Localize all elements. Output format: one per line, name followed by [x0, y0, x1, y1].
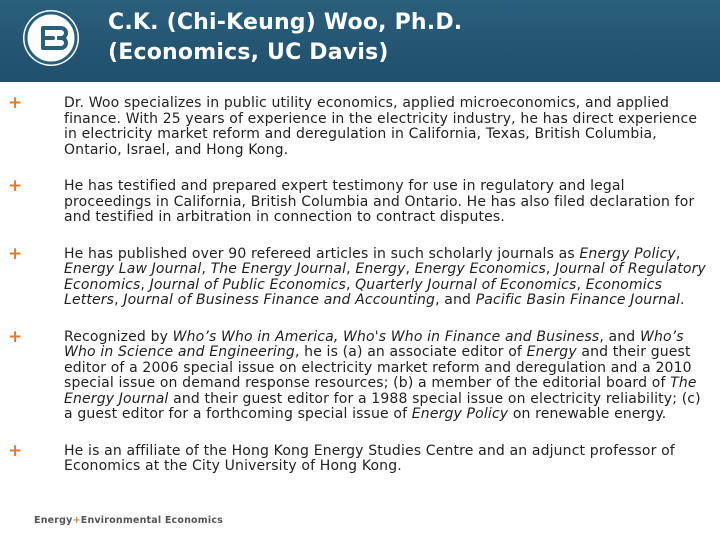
body-text: Recognized by — [64, 328, 173, 345]
plus-bullet-icon: + — [8, 243, 23, 264]
italic-title-text: Journal of Business Finance and Accounting — [123, 292, 436, 308]
italic-title-text: The Energy Journal — [64, 375, 697, 407]
body-text: , and — [599, 328, 640, 345]
title-line-2: (Economics, UC Davis) — [108, 40, 389, 65]
bullet-text — [64, 247, 708, 309]
plus-bullet-icon: + — [8, 176, 23, 196]
plus-bullet-icon: + — [8, 326, 23, 347]
body-text: , — [201, 261, 211, 277]
italic-title-text: Who’s Who in Science and Engineering — [64, 328, 684, 360]
plus-bullet-icon: + — [8, 440, 23, 461]
body-text: Dr. Woo specializes in public utility economics, applied microeconomics, and applied finance. With 25 years of experience in the electricity industry, he has direct experience in electricity market reform and deregulation in California, Texas, British Columbia, Ontario, Israel, and Hong Kong. — [64, 95, 698, 158]
italic-title-text: Journal of Public Economics — [149, 276, 346, 293]
italic-title-text: Who’s Who in America, Who's Who in Finance and Business — [172, 328, 600, 345]
bullet-text — [64, 96, 708, 158]
body-text: , — [576, 276, 586, 293]
body-text: and their guest editor of a 2006 special issue on electricity market reform and deregulation and a 2010 special issue on demand response resources; (b) a member of the editorial board of — [64, 344, 692, 391]
italic-title-text: Energy Policy — [411, 406, 509, 422]
bullet-item-testimony — [8, 176, 708, 226]
bullet-item-specialization — [8, 93, 708, 158]
body-text: He has testified and prepared expert testimony for use in regulatory and legal proceedings in California, British Columbia and Ontario. He has also filed declaration for and testified in arbitration in connection to contract disputes. — [64, 178, 695, 225]
title-line-1: C.K. (Chi-Keung) Woo, Ph.D. — [108, 10, 463, 35]
bullet-item-affiliation — [8, 440, 708, 475]
bullet-item-publications — [8, 243, 708, 309]
e3-logo-icon — [23, 10, 79, 66]
body-text: , — [405, 261, 415, 277]
footer-brand — [34, 515, 223, 526]
italic-title-text: The Energy Journal — [210, 261, 347, 277]
footer-brand-part1: Energy — [34, 515, 73, 526]
italic-title-text: Economics Letters — [64, 276, 663, 308]
body-text: , he is (a) an associate editor of — [294, 344, 527, 360]
italic-title-text: Energy Policy — [579, 245, 676, 262]
body-text: , — [114, 292, 124, 308]
bullet-item-recognition — [8, 326, 708, 423]
page-title — [108, 8, 462, 68]
bullet-text — [64, 179, 708, 226]
bullet-text — [64, 330, 708, 423]
body-text: He has published over 90 refereed articles in such scholarly journals as — [64, 245, 580, 262]
body-text: , and — [435, 292, 476, 308]
body-text: , — [675, 245, 681, 262]
italic-title-text: Pacific Basin Finance Journal — [475, 292, 681, 308]
body-text: , — [345, 276, 356, 293]
e3-logo-graphic — [23, 10, 79, 66]
italic-title-text: Journal of Regulatory Economics — [64, 261, 706, 293]
slide-header — [0, 0, 720, 82]
body-text: , — [545, 261, 556, 277]
body-text: on renewable energy. — [508, 406, 667, 422]
body-text: and their guest editor for a 1988 special issue on electricity reliability; (c) a guest editor for a forthcoming special issue of — [64, 390, 701, 422]
body-text: , — [140, 276, 150, 293]
italic-title-text: Energy — [526, 344, 577, 360]
italic-title-text: Energy Law Journal — [64, 261, 202, 277]
plus-bullet-icon: + — [8, 93, 23, 113]
footer-brand-part2: Environmental Economics — [80, 515, 224, 526]
body-text: . — [680, 292, 685, 308]
body-text: , — [346, 261, 356, 277]
italic-title-text: Energy — [355, 261, 406, 277]
italic-title-text: Quarterly Journal of Economics — [355, 276, 577, 293]
italic-title-text: Energy Economics — [414, 261, 546, 277]
footer-brand-plus: + — [72, 515, 81, 526]
bullet-list — [8, 93, 708, 475]
body-text: He is an affiliate of the Hong Kong Energy Studies Centre and an adjunct professor of Economics at the City University of Hong Kong. — [64, 442, 675, 474]
bullet-text — [64, 444, 708, 475]
